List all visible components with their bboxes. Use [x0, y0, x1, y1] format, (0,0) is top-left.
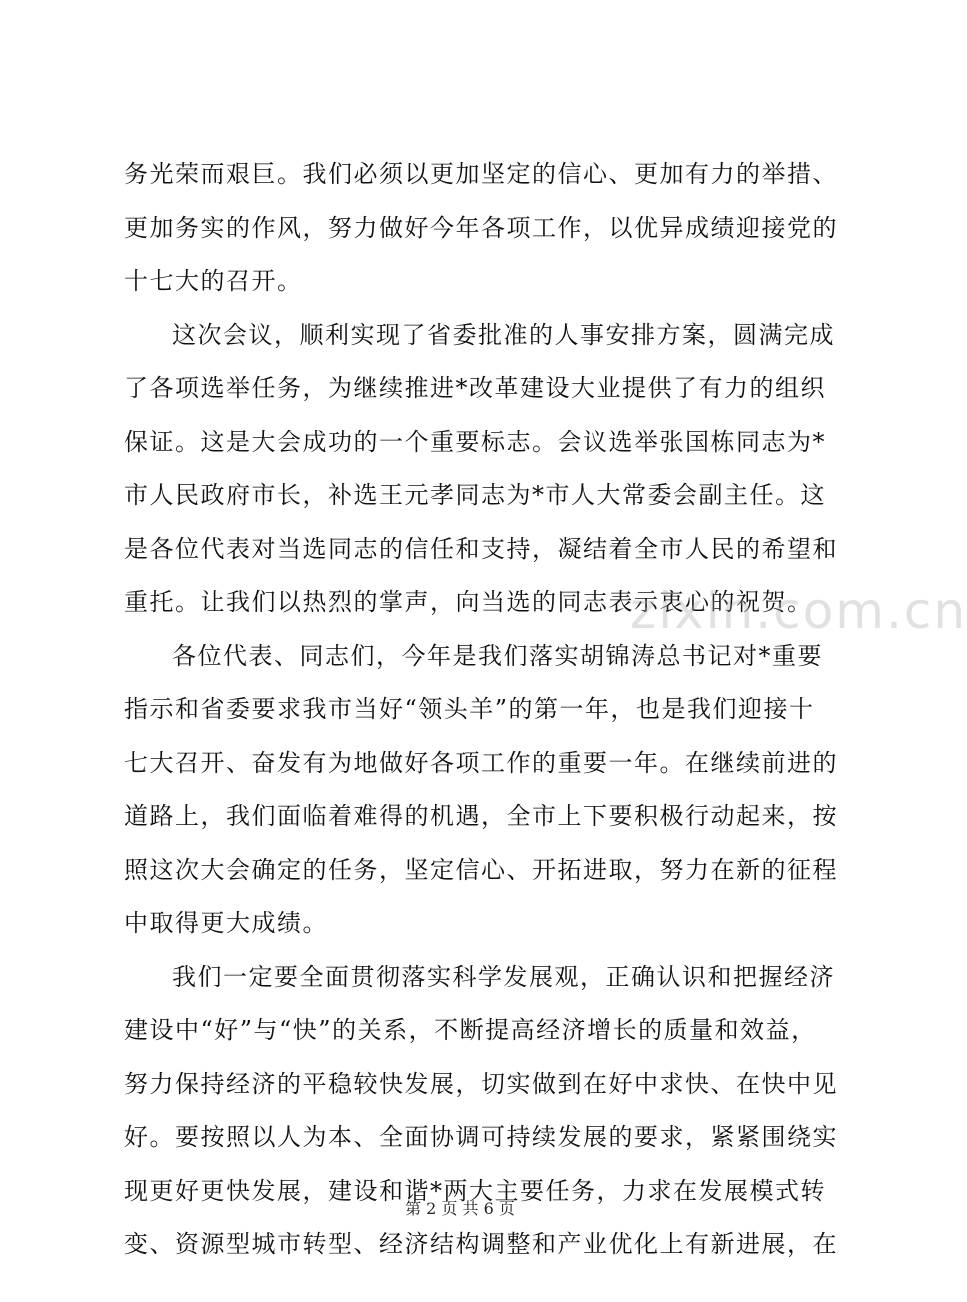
text-line: 十七大的召开。 [124, 267, 303, 295]
text-line: 照这次大会确定的任务，坚定信心、开拓进取，努力在新的征程 [124, 855, 838, 884]
text-line: 努力保持经济的平稳较快发展，切实做到在好中求快、在快中见 [124, 1069, 838, 1098]
watermark: zixin.com.cn [630, 582, 967, 640]
text-line: 道路上，我们面临着难得的机遇，全市上下要积极行动起来，按 [124, 802, 838, 830]
text-line: 指示和省委要求我市当好“领头羊”的第一年，也是我们迎接十 [124, 695, 815, 723]
text-line: 这次会议，顺利实现了省委批准的人事安排方案，圆满完成 [172, 320, 835, 349]
text-line: 好。要按照以人为本、全面协调可持续发展的要求，紧紧围绕实 [124, 1123, 838, 1151]
text-line: 市人民政府市长，补选王元孝同志为*市人大常委会副主任。这 [124, 481, 826, 509]
paragraph-4 [124, 951, 838, 1272]
text-line: 务光荣而艰巨。我们必须以更加坚定的信心、更加有力的举措、 [124, 160, 838, 188]
page-number-footer: 第 2 页 共 6 页 [405, 1199, 515, 1218]
text-line: 各位代表、同志们，今年是我们落实胡锦涛总书记对*重要 [172, 641, 823, 670]
paragraph-3 [124, 630, 838, 951]
text-line: 我们一定要全面贯彻落实科学发展观，正确认识和把握经济 [172, 962, 835, 991]
paragraph-1 [124, 148, 838, 309]
text-line: 是各位代表对当选同志的信任和支持，凝结着全市人民的希望和 [124, 534, 838, 563]
text-line: 保证。这是大会成功的一个重要标志。会议选举张国栋同志为* [124, 427, 826, 456]
text-line: 七大召开、奋发有为地做好各项工作的重要一年。在继续前进的 [124, 748, 838, 777]
text-line: 现更好更快发展，建设和谐*两大主要任务，力求在发展模式转 [124, 1176, 826, 1205]
text-line: 中取得更大成绩。 [124, 909, 328, 937]
body-text [124, 148, 838, 1272]
text-line: 了各项选举任务，为继续推进*改革建设大业提供了有力的组织 [124, 374, 826, 402]
text-line: 重托。让我们以热烈的掌声，向当选的同志表示衷心的祝贺。 [124, 588, 813, 616]
text-line: 建设中“好”与“快”的关系，不断提高经济增长的质量和效益， [124, 1016, 817, 1044]
text-line: 更加务实的作风，努力做好今年各项工作，以优异成绩迎接党的 [124, 213, 838, 242]
text-line: 变、资源型城市转型、经济结构调整和产业优化上有新进展，在 [124, 1230, 838, 1258]
